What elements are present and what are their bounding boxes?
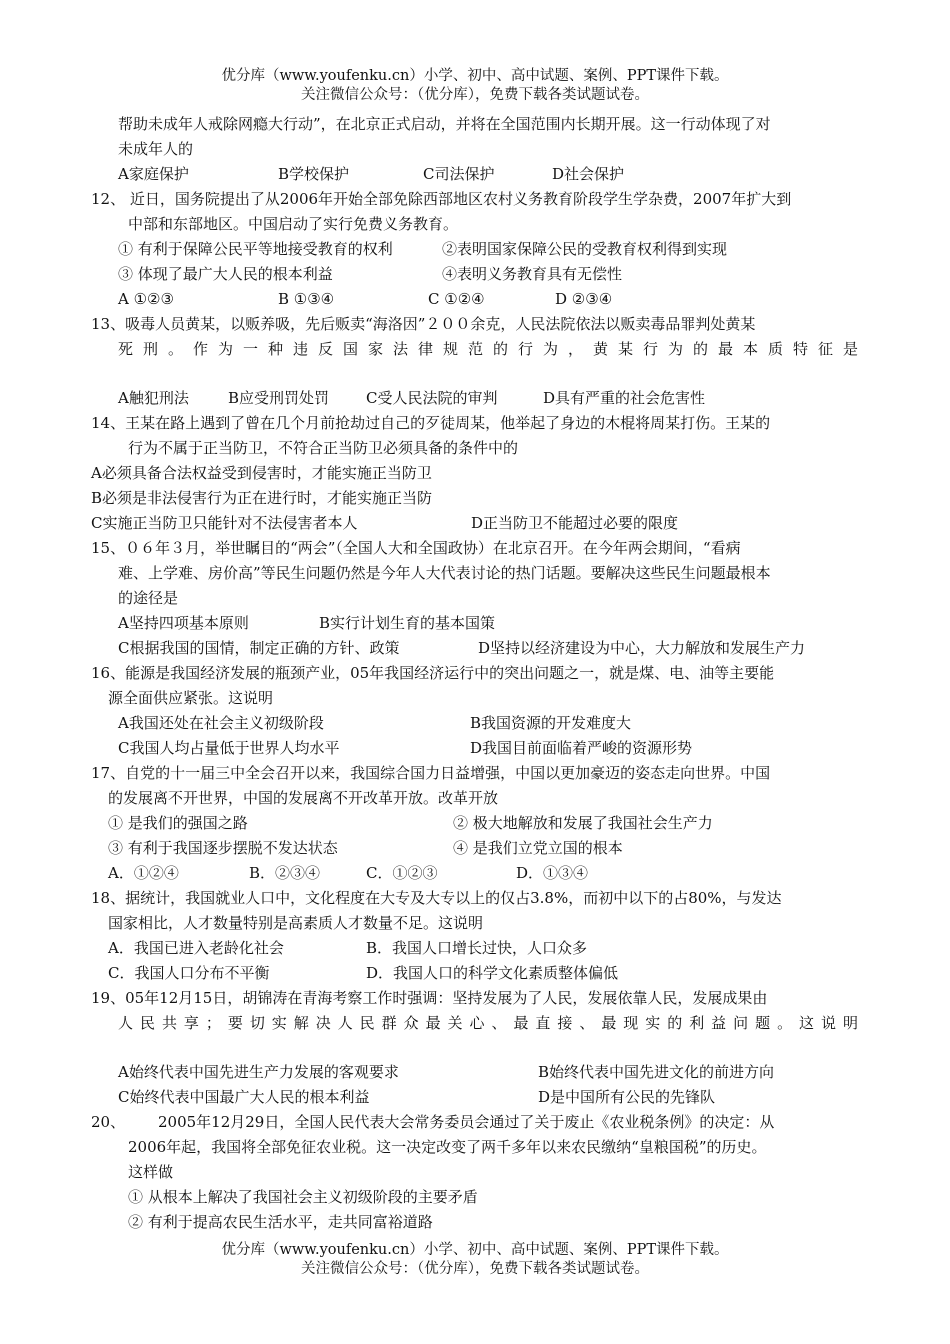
q15-option-a: A坚持四项基本原则 (118, 614, 249, 632)
q18-line-1: 18、据统计，我国就业人口中，文化程度在大专及大专以上的仅占3.8%，而初中以下的占80%，与发达 (91, 889, 782, 907)
q12-statement-3: ③ 体现了最广大人民的根本利益 (118, 265, 333, 283)
header-line-1: 优分库（www.youfenku.cn）小学、初中、高中试题、案例、PPT课件下载。 (221, 68, 729, 84)
q17-line-1: 17、自党的十一届三中全会召开以来，我国综合国力日益增强，中国以更加豪迈的姿态走向世界。中国 (91, 764, 771, 782)
q11-line-2: 未成年人的 (118, 140, 194, 158)
q17-statement-4: ④ 是我们立党立国的根本 (453, 839, 623, 857)
q12-option-b: B ①③④ (278, 290, 335, 308)
q13-option-c: C受人民法院的审判 (366, 389, 498, 407)
q17-statement-1: ① 是我们的强国之路 (108, 814, 248, 832)
q18-option-c: C．我国人口分布不平衡 (108, 964, 270, 982)
q12-statement-1: ① 有利于保障公民平等地接受教育的权利 (118, 240, 393, 258)
q20-statement-1: ① 从根本上解决了我国社会主义初级阶段的主要矛盾 (128, 1188, 478, 1206)
q17-option-b: B．②③④ (249, 864, 321, 882)
q16-option-b: B我国资源的开发难度大 (470, 714, 632, 732)
q12-option-a: A ①②③ (118, 290, 174, 308)
q20-statement-2: ② 有利于提高农民生活水平，走共同富裕道路 (128, 1213, 433, 1231)
q13-line-2: 死刑。作为一种违反国家法律规范的行为，黄某行为的最本质特征是 (118, 340, 858, 358)
q12-statement-2: ②表明国家保障公民的受教育权利得到实现 (442, 240, 728, 258)
q12-line-1: 12、 近日，国务院提出了从2006年开始全部免除西部地区农村义务教育阶段学生学杂费，2007年扩大到 (91, 190, 792, 208)
q13-option-d: D具有严重的社会危害性 (543, 389, 706, 407)
q15-line-2: 难、上学难、房价高”等民生问题仍然是今年人大代表讨论的热门话题。要解决这些民生问题最根本 (118, 564, 771, 582)
footer-line-1: 优分库（www.youfenku.cn）小学、初中、高中试题、案例、PPT课件下载。 (221, 1242, 729, 1258)
q15-option-d: D坚持以经济建设为中心，大力解放和发展生产力 (478, 639, 806, 657)
q20-number: 20、 (91, 1113, 126, 1131)
q18-line-2: 国家相比，人才数量特别是高素质人才数量不足。这说明 (108, 914, 484, 932)
q14-option-c: C实施正当防卫只能针对不法侵害者本人 (91, 514, 358, 532)
q13-line-1: 13、吸毒人员黄某，以贩养吸，先后贩卖“海洛因”２００余克，人民法院依法以贩卖毒品罪判处黄某 (91, 315, 756, 333)
q14-option-b: B必须是非法侵害行为正在进行时，才能实施正当防 (91, 489, 433, 507)
q12-statement-4: ④表明义务教育具有无偿性 (442, 265, 623, 283)
q11-line-1: 帮助未成年人戒除网瘾大行动”，在北京正式启动，并将在全国范围内长期开展。这一行动体现了对 (118, 115, 771, 133)
q14-option-a: A必须具备合法权益受到侵害时，才能实施正当防卫 (91, 464, 432, 482)
q19-line-2: 人民共享；要切实解决人民群众最关心、最直接、最现实的利益问题。这说明 (118, 1014, 858, 1032)
header-line-2: 关注微信公众号：（优分库），免费下载各类试题试卷。 (301, 87, 649, 103)
q17-statement-2: ② 极大地解放和发展了我国社会生产力 (453, 814, 713, 832)
q17-statement-3: ③ 有利于我国逐步摆脱不发达状态 (108, 839, 338, 857)
q15-line-3: 的途径是 (118, 589, 179, 607)
q11-option-a: A家庭保护 (118, 165, 189, 183)
q17-option-d: D．①③④ (516, 864, 589, 882)
q16-line-2: 源全面供应紧张。这说明 (108, 689, 274, 707)
q20-line-1: 2005年12月29日，全国人民代表大会常务委员会通过了关于废止《农业税条例》的决定：从 (158, 1113, 775, 1131)
q14-line-1: 14、王某在路上遇到了曾在几个月前抢劫过自己的歹徒周某，他举起了身边的木棍将周某打伤。王某的 (91, 414, 771, 432)
q19-option-c: C始终代表中国最广大人民的根本利益 (118, 1088, 370, 1106)
q19-option-d: D是中国所有公民的先锋队 (538, 1088, 716, 1106)
q19-option-b: B始终代表中国先进文化的前进方向 (538, 1063, 775, 1081)
q18-option-d: D．我国人口的科学文化素质整体偏低 (366, 964, 619, 982)
q14-option-d: D正当防卫不能超过必要的限度 (471, 514, 679, 532)
q15-option-b: B实行计划生育的基本国策 (319, 614, 496, 632)
q12-option-c: C ①②④ (428, 290, 485, 308)
q18-option-a: A．我国已进入老龄化社会 (108, 939, 284, 957)
q17-option-a: A．①②④ (108, 864, 179, 882)
q11-option-c: C司法保护 (423, 165, 495, 183)
q11-option-d: D社会保护 (552, 165, 625, 183)
q19-option-a: A始终代表中国先进生产力发展的客观要求 (118, 1063, 399, 1081)
q18-option-b: B．我国人口增长过快，人口众多 (366, 939, 588, 957)
q16-line-1: 16、能源是我国经济发展的瓶颈产业，05年我国经济运行中的突出问题之一，就是煤、电、油等主要能 (91, 664, 775, 682)
q19-line-1: 19、05年12月15日，胡锦涛在青海考察工作时强调：坚持发展为了人民，发展依靠人民，发展成果由 (91, 989, 768, 1007)
q15-line-1: 15、０６年３月，举世瞩目的“两会”（全国人大和全国政协）在北京召开。在今年两会期间，“看病 (91, 539, 741, 557)
q14-line-2: 行为不属于正当防卫，不符合正当防卫必须具备的条件中的 (128, 439, 519, 457)
q13-option-a: A触犯刑法 (118, 389, 189, 407)
q12-line-2: 中部和东部地区。中国启动了实行免费义务教育。 (128, 215, 459, 233)
footer-line-2: 关注微信公众号：（优分库），免费下载各类试题试卷。 (301, 1261, 649, 1277)
q16-option-d: D我国目前面临着严峻的资源形势 (470, 739, 693, 757)
q15-option-c: C根据我国的国情，制定正确的方针、政策 (118, 639, 400, 657)
q16-option-a: A我国还处在社会主义初级阶段 (118, 714, 324, 732)
q13-option-b: B应受刑罚处罚 (228, 389, 330, 407)
q17-option-c: C．①②③ (366, 864, 438, 882)
q20-line-2: 2006年起，我国将全部免征农业税。这一决定改变了两千多年以来农民缴纳“皇粮国税”的历史。 (128, 1138, 767, 1156)
q16-option-c: C我国人均占量低于世界人均水平 (118, 739, 340, 757)
q20-line-3: 这样做 (128, 1163, 174, 1181)
q12-option-d: D ②③④ (555, 290, 613, 308)
q11-option-b: B学校保护 (278, 165, 350, 183)
q17-line-2: 的发展离不开世界，中国的发展离不开改革开放。改革开放 (108, 789, 499, 807)
